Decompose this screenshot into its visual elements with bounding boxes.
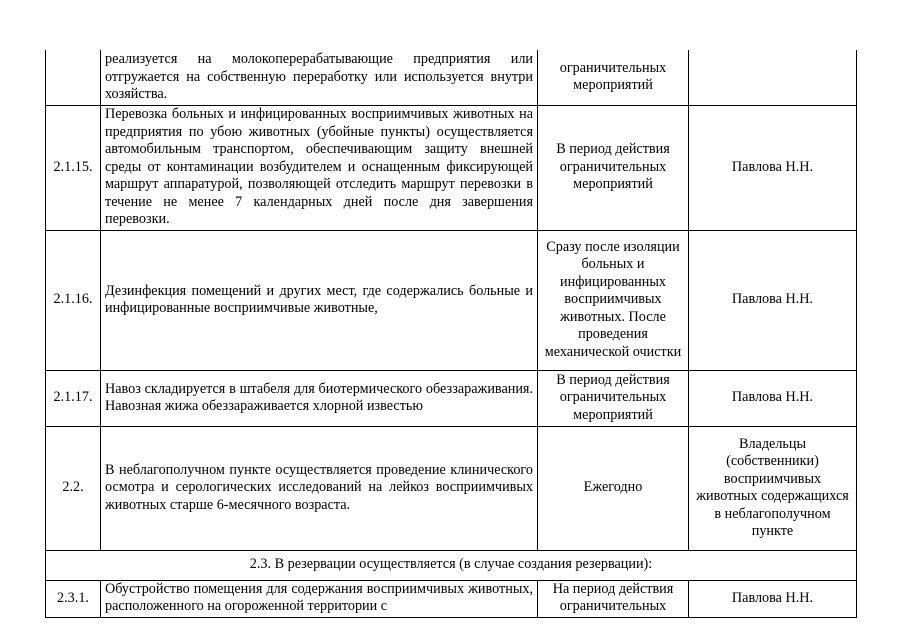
row-number: 2.1.16. bbox=[46, 230, 101, 370]
timing-text: Ежегодно bbox=[538, 426, 689, 550]
table-row bbox=[46, 230, 857, 370]
row-number: 2.3.1. bbox=[46, 580, 101, 617]
row-number: 2.1.17. bbox=[46, 370, 101, 426]
responsible-text: Павлова Н.Н. bbox=[689, 370, 857, 426]
measure-text: Навоз складируется в штабеля для биотермического обеззараживания. Навозная жижа обеззараживается хлорной известью bbox=[101, 370, 538, 426]
table-row bbox=[46, 105, 857, 230]
measure-text: В неблагополучном пункте осуществляется проведение клинического осмотра и серологических исследований на лейкоз восприимчивых животных старше 6-месячного возраста. bbox=[101, 426, 538, 550]
measure-text: Перевозка больных и инфицированных восприимчивых животных на предприятия по убою животных (убойные пункты) осуществляется автомобильным транспортом, обеспечивающим защиту внешней среды от контаминации возбудителем и оснащенным фиксирующей маршрут аппаратурой, позволяющей отследить маршрут перевозки в течение не менее 7 календарных дней после дня завершения перевозки. bbox=[101, 105, 538, 230]
row-number bbox=[46, 50, 101, 105]
timing-text: В период действия ограничительных мероприятий bbox=[538, 370, 689, 426]
measures-table bbox=[45, 50, 857, 618]
responsible-text bbox=[689, 50, 857, 105]
table-row bbox=[46, 370, 857, 426]
row-number: 2.1.15. bbox=[46, 105, 101, 230]
measure-text: реализуется на молокоперерабатывающие предприятия или отгружается на собственную переработку или используется внутри хозяйства. bbox=[101, 50, 538, 105]
responsible-text: Павлова Н.Н. bbox=[689, 230, 857, 370]
timing-text: Сразу после изоляции больных и инфицированных восприимчивых животных. После проведения механической очистки bbox=[538, 230, 689, 370]
timing-text: ограничительных мероприятий bbox=[538, 50, 689, 105]
table-row bbox=[46, 580, 857, 617]
table-row bbox=[46, 50, 857, 105]
measure-text: Дезинфекция помещений и других мест, где содержались больные и инфицированные восприимчивые животные, bbox=[101, 230, 538, 370]
row-number: 2.2. bbox=[46, 426, 101, 550]
measure-text: Обустройство помещения для содержания восприимчивых животных, расположенного на огороженной территории с bbox=[101, 580, 538, 617]
timing-text: В период действия ограничительных мероприятий bbox=[538, 105, 689, 230]
timing-text: На период действия ограничительных bbox=[538, 580, 689, 617]
table-row bbox=[46, 426, 857, 550]
section-row bbox=[46, 550, 857, 580]
responsible-text: Павлова Н.Н. bbox=[689, 580, 857, 617]
section-heading: 2.3. В резервации осуществляется (в случае создания резервации): bbox=[46, 550, 857, 580]
responsible-text: Павлова Н.Н. bbox=[689, 105, 857, 230]
responsible-text: Владельцы (собственники) восприимчивых животных содержащихся в неблагополучном пункте bbox=[689, 426, 857, 550]
